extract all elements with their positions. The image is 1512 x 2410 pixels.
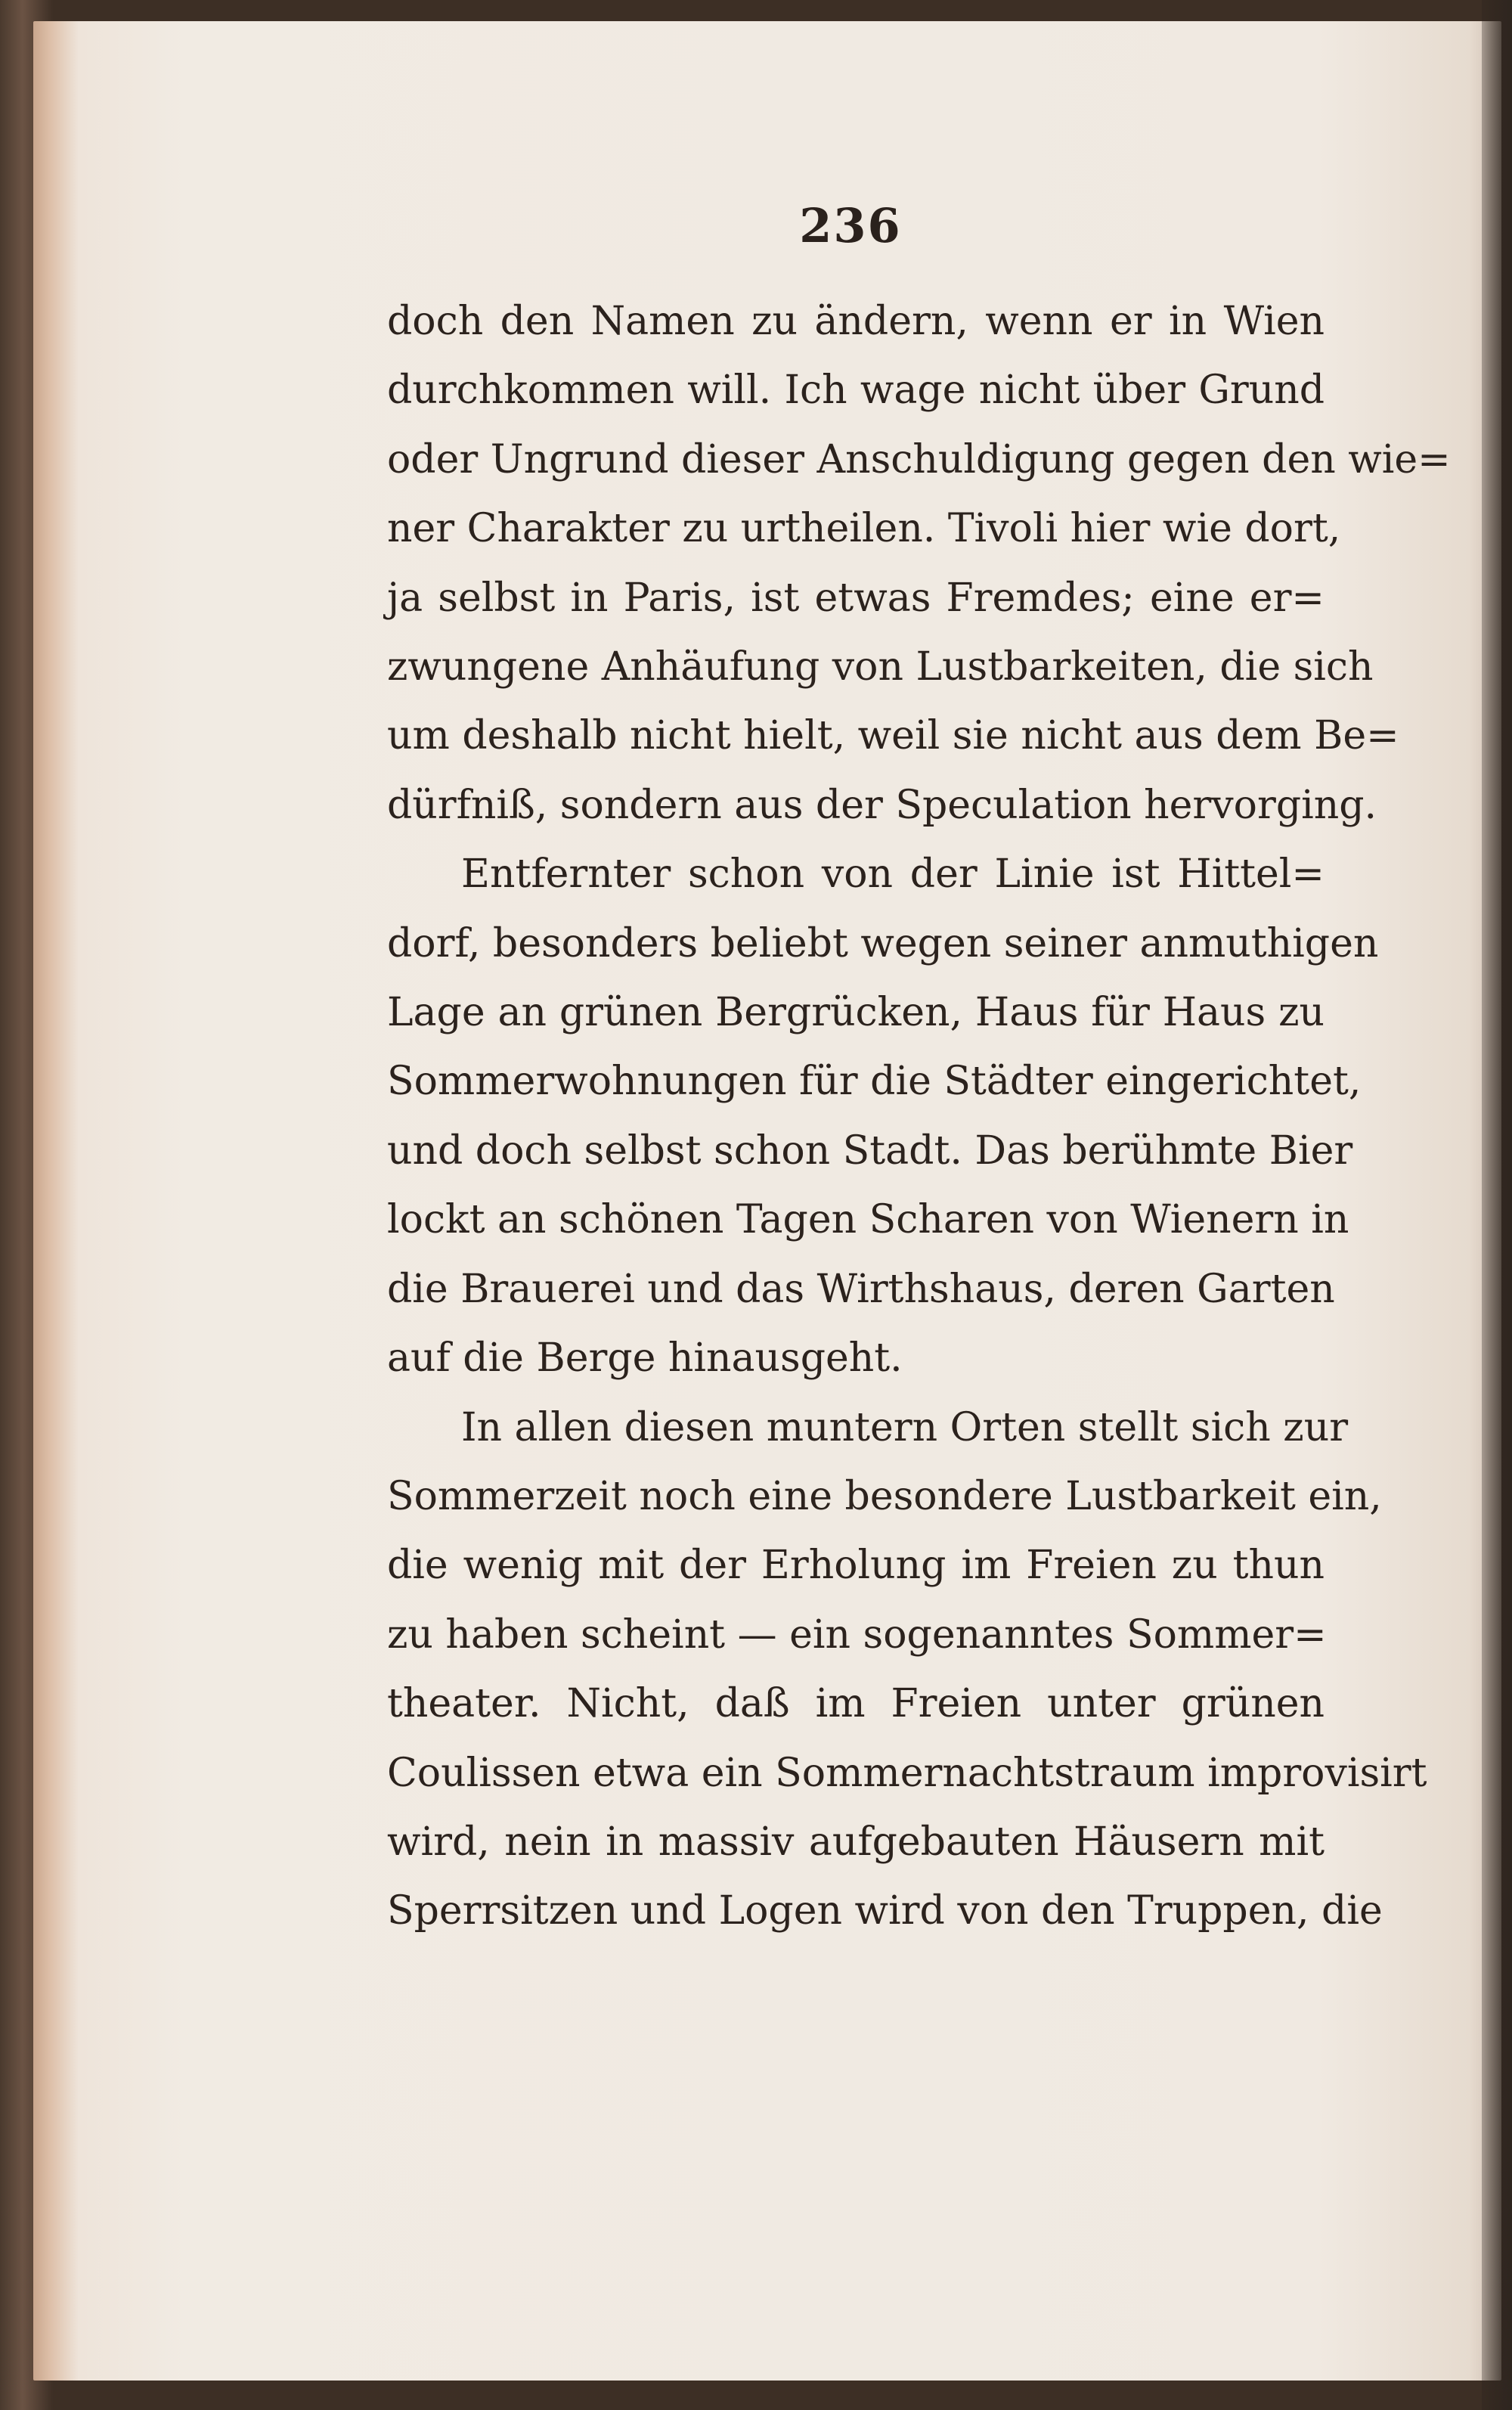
text-line: um deshalb nicht hielt, weil sie nicht aus dem Be= <box>387 713 1399 759</box>
text-line: die Brauerei und das Wirthshaus, deren Garten <box>387 1266 1335 1312</box>
text-line: auf die Berge hinausgeht. <box>387 1335 903 1382</box>
text-line: und doch selbst schon Stadt. Das berühmte Bier <box>387 1127 1353 1174</box>
text-line: Coulissen etwa ein Sommernachtstraum improvisirt <box>387 1750 1427 1796</box>
text-line: durchkommen will. Ich wage nicht über Grund <box>387 368 1325 414</box>
text-line: Lage an grünen Bergrücken, Haus für Haus zu <box>387 990 1325 1036</box>
text-line: ner Charakter zu urtheilen. Tivoli hier wie dort, <box>387 506 1341 552</box>
text-line: zwungene Anhäufung von Lustbarkeiten, die sich <box>387 644 1374 690</box>
text-line: doch den Namen zu ändern, wenn er in Wien <box>387 299 1325 344</box>
text-line: Sperrsitzen und Logen wird von den Truppen, die <box>387 1888 1383 1934</box>
text-line: Sommerzeit noch eine besondere Lustbarkeit ein, <box>387 1473 1382 1519</box>
text-line: dorf, besonders beliebt wegen seiner anmuthigen <box>387 920 1379 966</box>
text-line: lockt an schönen Tagen Scharen von Wienern in <box>387 1197 1349 1243</box>
text-line: zu haben scheint — ein sogenanntes Sommer= <box>387 1611 1327 1658</box>
text-line: theater. Nicht, daß im Freien unter grünen <box>387 1681 1325 1727</box>
page-number: 236 <box>799 198 902 253</box>
text-line: dürfniß, sondern aus der Speculation hervorging. <box>387 782 1377 828</box>
paragraph-first-line: Entfernter schon von der Linie ist Hittel= <box>461 851 1325 898</box>
body-text <box>387 287 1451 1946</box>
text-line: wird, nein in massiv aufgebauten Häusern mit <box>387 1819 1325 1865</box>
paragraph-first-line: In allen diesen muntern Orten stellt sich zur <box>461 1404 1349 1450</box>
page-edge-shadow <box>1482 0 1512 2410</box>
text-line: ja selbst in Paris, ist etwas Fremdes; eine er= <box>387 575 1325 621</box>
text-line: Sommerwohnungen für die Städter eingerichtet, <box>387 1059 1362 1105</box>
text-line: die wenig mit der Erholung im Freien zu thun <box>387 1543 1325 1589</box>
text-line: oder Ungrund dieser Anschuldigung gegen den wie= <box>387 436 1451 482</box>
